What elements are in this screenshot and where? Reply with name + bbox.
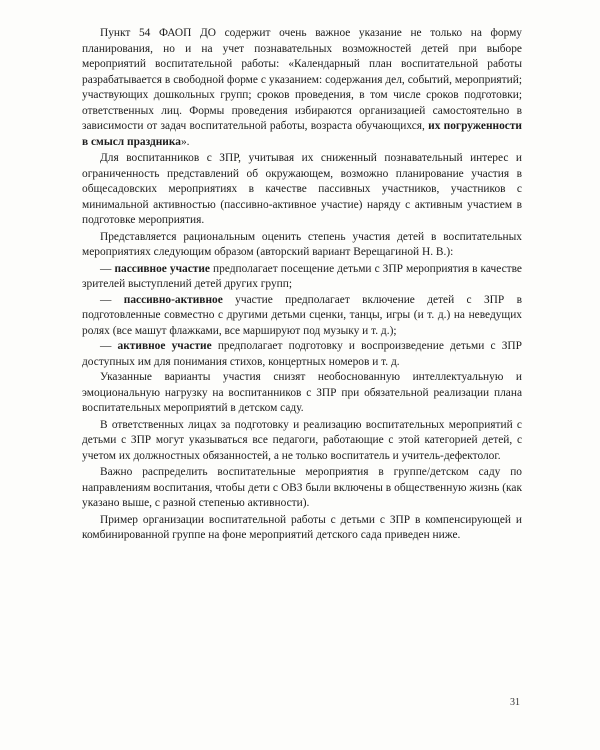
body-text: [82, 26, 522, 545]
paragraph-responsible-persons: В ответственных лицах за подготовку и реализацию воспитательных мероприятий с детьми с ЗПР могут указываться все педагоги, работающие с этой категорией детей, с учетом их должностных обязанностей, а не только воспитатель и учитель-дефектолог.: [82, 418, 522, 462]
list-item-active: — активное участие предполагает подготовку и воспроизведение детьми с ЗПР доступных им для понимания стихов, концертных номеров и т. д.: [82, 340, 522, 368]
paragraph-example-intro: Пример организации воспитательной работы с детьми с ЗПР в компенсирующей и комбинированной группе на фоне мероприятий детского сада приведен ниже.: [82, 513, 522, 541]
paragraph-participation-levels-intro: Представляется рациональным оценить степень участия детей в воспитательных мероприятиях следующим образом (авторский вариант Верещагиной Н. В.):: [82, 230, 522, 258]
term-passive: пассивное участие: [114, 262, 210, 275]
page-number: 31: [510, 697, 520, 708]
list-item-passive: — пассивное участие предполагает посещение детьми с ЗПР мероприятия в качестве зрителей выступлений детей других групп;: [82, 262, 522, 290]
paragraph-distribution: Важно распределить воспитательные мероприятия в группе/детском саду по направлениям воспитания, чтобы дети с ОВЗ были включены в общественную жизнь (как указано выше, с разной степенью активности).: [82, 466, 522, 509]
paragraph-load-reduction: Указанные варианты участия снизят необоснованную интеллектуальную и эмоциональную нагрузку на воспитанников с ЗПР при обязательной реализации плана воспитательных мероприятий в детском саду.: [82, 371, 522, 414]
bold-emphasis: их погруженности в смысл праздника: [82, 120, 522, 148]
list-item-passive-active: — пассивно-активное участие предполагает включение детей с ЗПР в подготовленные совместно с другими детьми сценки, танцы, игры (и т. д.) на неведущих ролях (все машут флажками, все маршируют под музыку и т. д.);: [82, 293, 522, 337]
term-passive-active: пассивно-активное: [123, 293, 223, 306]
term-active: активное участие: [117, 340, 212, 352]
paragraph-zpr-participation: Для воспитанников с ЗПР, учитывая их сниженный познавательный интерес и ограниченность представлений об окружающем, возможно планирование участия в общесадовских мероприятиях в качестве пассивных участников, участников с минимальной активностью (пассивно-активное участие) наряду с активным участием в подготовке мероприятия.: [82, 152, 522, 226]
paragraph-faop-point-54: Пункт 54 ФАОП ДО содержит очень важное указание не только на форму планирования, но и на учет познавательных возможностей детей при выборе мероприятий воспитательной работы: «Календарный план воспитательной работы разрабатывается в свободной форме с указанием: содержания дел, событий, мероприятий; участвующих дошкольных групп; сроков проведения, в том числе сроков подготовки; ответственных лиц. Формы проведения избираются организацией самостоятельно в зависимости от задач воспитательной работы, возраста обучающихся, их погруженности в смысл праздника».: [82, 27, 522, 148]
